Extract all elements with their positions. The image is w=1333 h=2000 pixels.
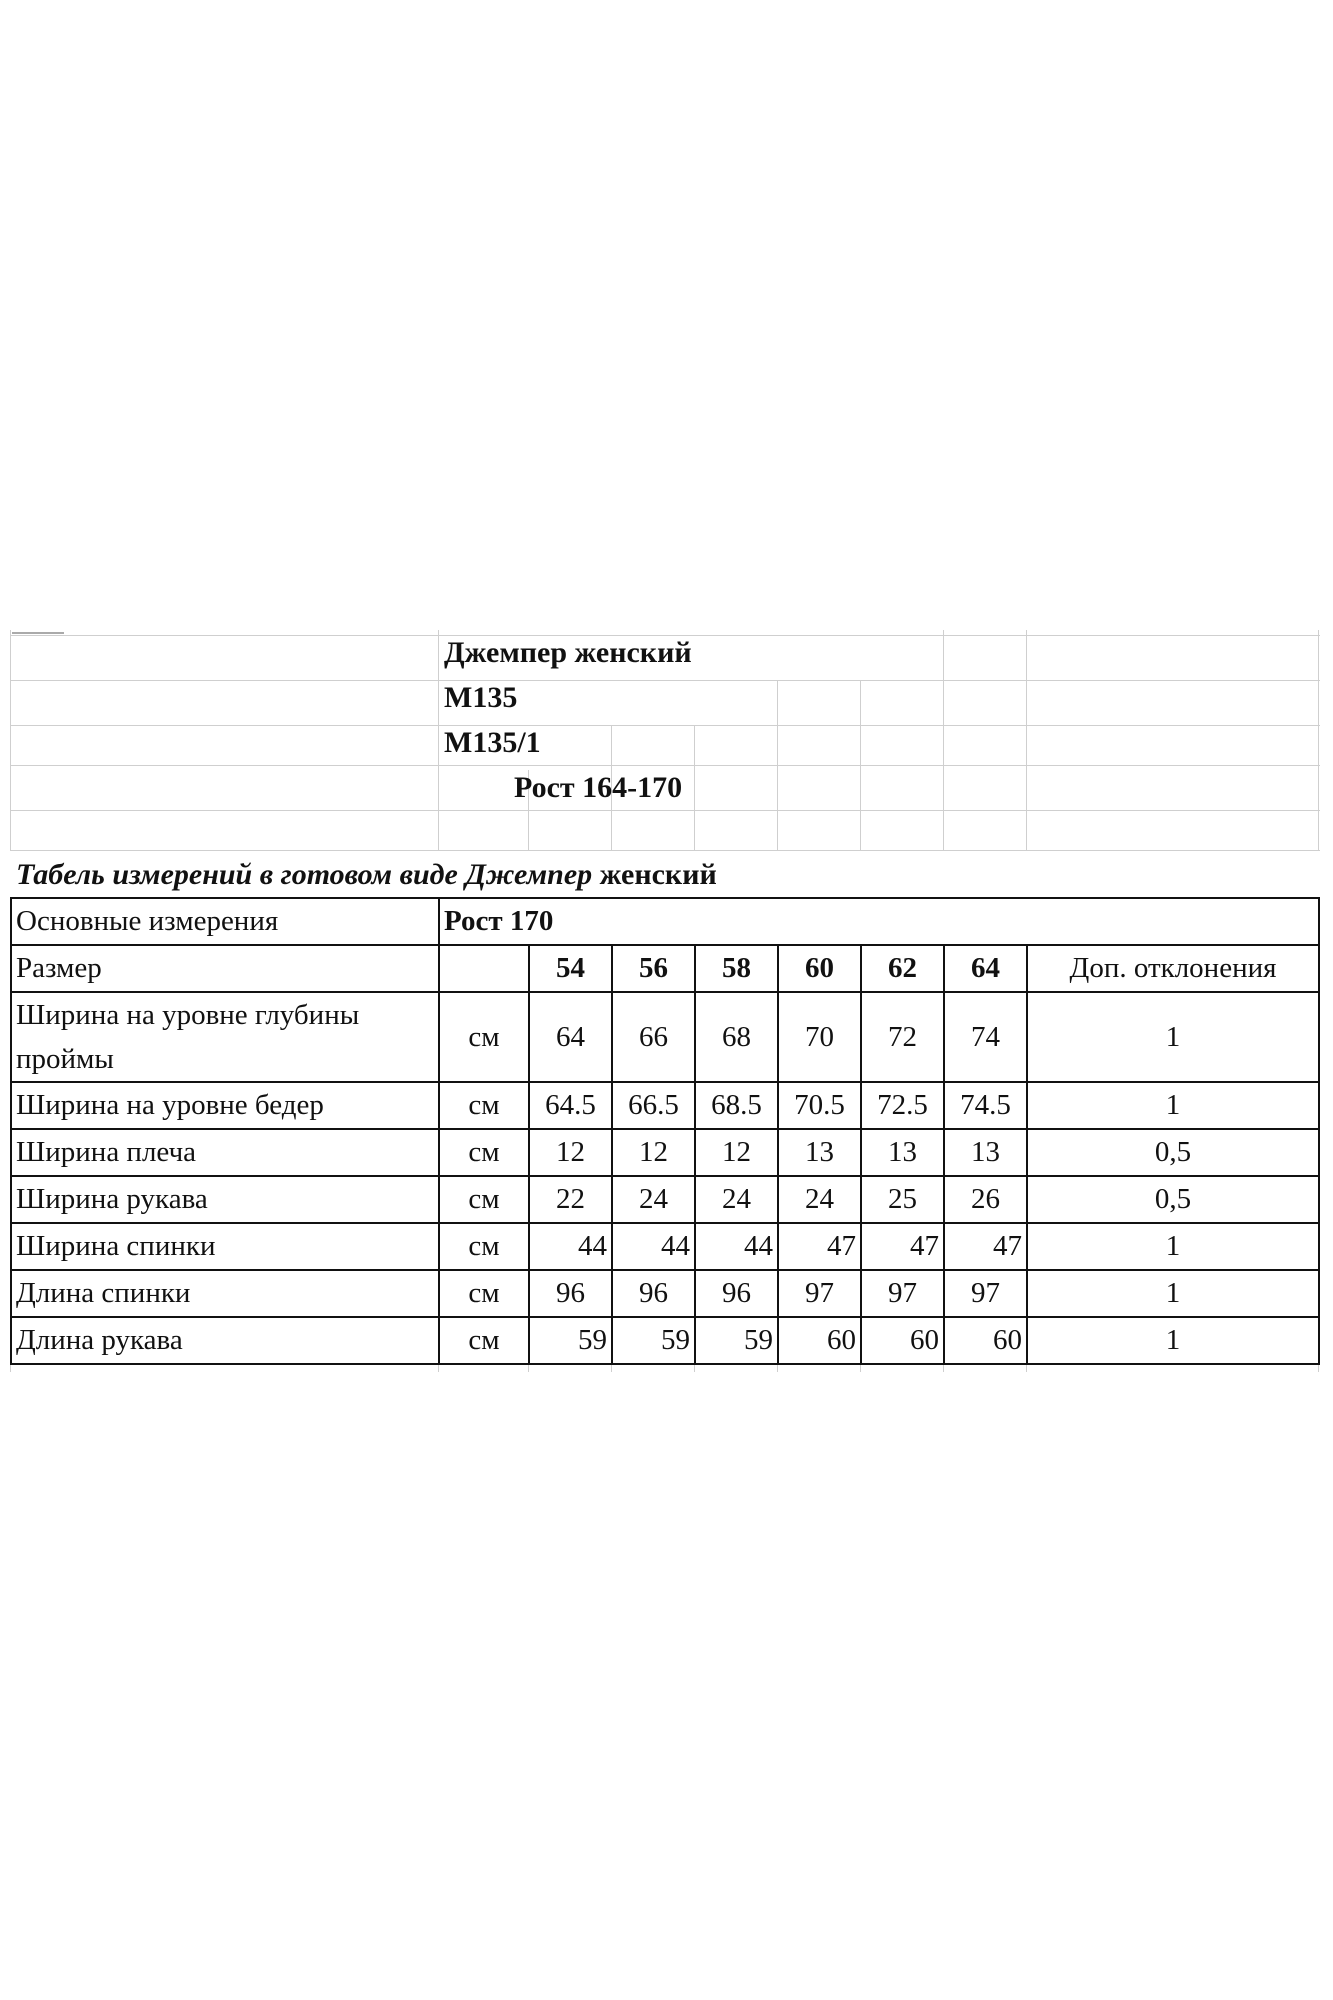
row-label: Ширина на уровне бедер <box>11 1082 439 1129</box>
table-row <box>11 898 1319 945</box>
value-cell: 72.5 <box>861 1082 944 1129</box>
size-label: Размер <box>11 945 439 992</box>
table-row <box>11 1223 1319 1270</box>
table-row <box>11 992 1319 1082</box>
tolerance-cell: 0,5 <box>1027 1176 1319 1223</box>
gridline <box>1026 630 1027 850</box>
value-cell: 24 <box>778 1176 861 1223</box>
value-cell: 13 <box>944 1129 1027 1176</box>
unit-cell: см <box>439 1317 529 1364</box>
table-row <box>11 1317 1319 1364</box>
value-cell: 59 <box>529 1317 612 1364</box>
table-row <box>11 1270 1319 1317</box>
value-cell: 12 <box>529 1129 612 1176</box>
product-title: Джемпер женский <box>444 636 692 669</box>
value-cell: 47 <box>861 1223 944 1270</box>
value-cell: 66 <box>612 992 695 1082</box>
value-cell: 25 <box>861 1176 944 1223</box>
value-cell: 26 <box>944 1176 1027 1223</box>
unit-cell: см <box>439 1129 529 1176</box>
model-code-alt: М135/1 <box>444 726 541 759</box>
value-cell: 70.5 <box>778 1082 861 1129</box>
gridline <box>438 630 439 850</box>
unit-cell: см <box>439 992 529 1082</box>
size-header: 60 <box>778 945 861 992</box>
gridline <box>10 725 1320 726</box>
value-cell: 60 <box>944 1317 1027 1364</box>
caption-italic: Табель измерений в готовом виде Джемпер <box>16 858 593 891</box>
value-cell: 47 <box>944 1223 1027 1270</box>
value-cell: 74 <box>944 992 1027 1082</box>
table-cell <box>439 945 529 992</box>
value-cell: 70 <box>778 992 861 1082</box>
value-cell: 24 <box>612 1176 695 1223</box>
tolerance-header: Доп. отклонения <box>1027 945 1319 992</box>
table-row <box>11 1129 1319 1176</box>
tolerance-cell: 1 <box>1027 1082 1319 1129</box>
tolerance-cell: 1 <box>1027 1223 1319 1270</box>
table-caption <box>16 858 717 892</box>
value-cell: 44 <box>695 1223 778 1270</box>
value-cell: 44 <box>612 1223 695 1270</box>
caption-plain: женский <box>599 858 717 891</box>
gridline <box>1318 630 1319 850</box>
unit-cell: см <box>439 1176 529 1223</box>
main-measure-label: Основные измерения <box>11 898 439 945</box>
value-cell: 72 <box>861 992 944 1082</box>
height-range: Рост 164-170 <box>514 771 683 804</box>
value-cell: 60 <box>861 1317 944 1364</box>
tolerance-cell: 0,5 <box>1027 1129 1319 1176</box>
value-cell: 97 <box>778 1270 861 1317</box>
value-cell: 59 <box>612 1317 695 1364</box>
size-header: 54 <box>529 945 612 992</box>
value-cell: 68.5 <box>695 1082 778 1129</box>
value-cell: 96 <box>529 1270 612 1317</box>
gridline <box>10 630 11 850</box>
row-label: Длина рукава <box>11 1317 439 1364</box>
gridline <box>12 632 64 634</box>
value-cell: 13 <box>861 1129 944 1176</box>
value-cell: 74.5 <box>944 1082 1027 1129</box>
measurement-table <box>10 897 1320 1365</box>
unit-cell: см <box>439 1223 529 1270</box>
value-cell: 60 <box>778 1317 861 1364</box>
value-cell: 13 <box>778 1129 861 1176</box>
value-cell: 97 <box>944 1270 1027 1317</box>
table-row <box>11 1082 1319 1129</box>
size-header: 62 <box>861 945 944 992</box>
tolerance-cell: 1 <box>1027 1317 1319 1364</box>
value-cell: 64 <box>529 992 612 1082</box>
value-cell: 12 <box>695 1129 778 1176</box>
tolerance-cell: 1 <box>1027 1270 1319 1317</box>
table-row <box>11 1176 1319 1223</box>
value-cell: 24 <box>695 1176 778 1223</box>
height-label: Рост 170 <box>439 898 1319 945</box>
row-label: Ширина на уровне глубины проймы <box>11 992 439 1082</box>
value-cell: 44 <box>529 1223 612 1270</box>
value-cell: 68 <box>695 992 778 1082</box>
row-label: Длина спинки <box>11 1270 439 1317</box>
value-cell: 12 <box>612 1129 695 1176</box>
model-code: М135 <box>444 681 518 714</box>
value-cell: 96 <box>612 1270 695 1317</box>
gridline <box>777 680 778 850</box>
size-header: 58 <box>695 945 778 992</box>
gridline <box>10 810 1320 811</box>
gridline <box>10 850 1320 851</box>
value-cell: 64.5 <box>529 1082 612 1129</box>
size-header: 56 <box>612 945 695 992</box>
table-row <box>11 945 1319 992</box>
value-cell: 22 <box>529 1176 612 1223</box>
gridline <box>943 630 944 850</box>
value-cell: 47 <box>778 1223 861 1270</box>
unit-cell: см <box>439 1270 529 1317</box>
gridline <box>860 680 861 850</box>
gridline <box>694 725 695 850</box>
row-label: Ширина плеча <box>11 1129 439 1176</box>
gridline <box>10 680 1320 681</box>
value-cell: 59 <box>695 1317 778 1364</box>
tolerance-cell: 1 <box>1027 992 1319 1082</box>
value-cell: 96 <box>695 1270 778 1317</box>
unit-cell: см <box>439 1082 529 1129</box>
row-label: Ширина рукава <box>11 1176 439 1223</box>
gridline <box>10 765 1320 766</box>
row-label: Ширина спинки <box>11 1223 439 1270</box>
value-cell: 66.5 <box>612 1082 695 1129</box>
value-cell: 97 <box>861 1270 944 1317</box>
size-header: 64 <box>944 945 1027 992</box>
